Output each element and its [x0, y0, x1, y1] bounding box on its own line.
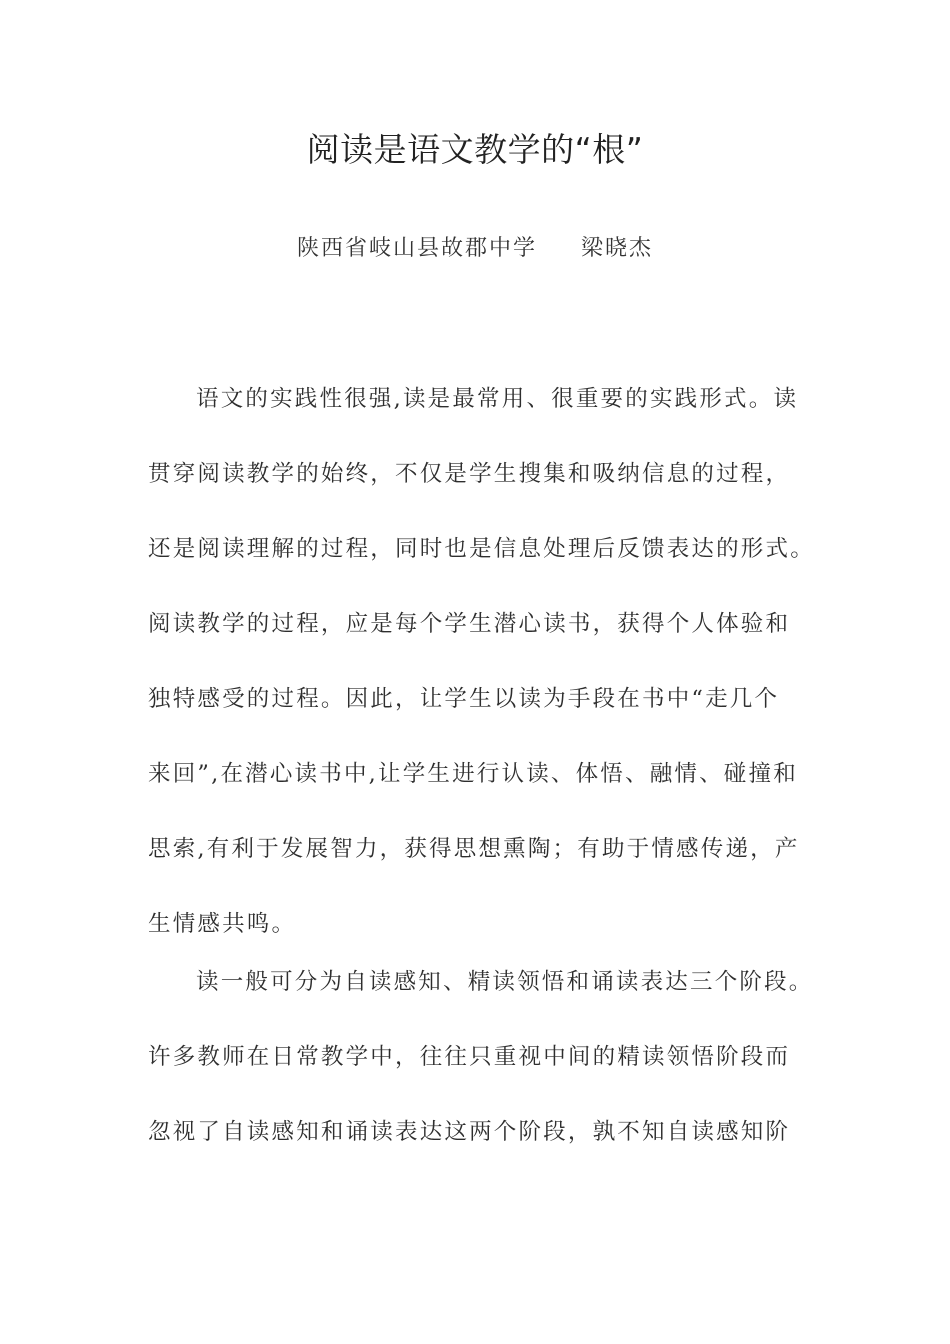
paragraph-line: 忽视了自读感知和诵读表达这两个阶段，孰不知自读感知阶 [148, 1119, 791, 1145]
byline [0, 232, 950, 266]
paragraph-line: 贯穿阅读教学的始终，不仅是学生搜集和吸纳信息的过程， [148, 461, 791, 487]
document-title: 阅读是语文教学的“根” [306, 130, 644, 169]
paragraph-line: 语文的实践性很强,读是最常用、很重要的实践形式。读 [196, 386, 799, 412]
school-name: 陕西省岐山县故郡中学 [296, 236, 537, 261]
paragraph-line: 许多教师在日常教学中，往往只重视中间的精读领悟阶段而 [148, 1044, 791, 1070]
paragraph-line: 还是阅读理解的过程，同时也是信息处理后反馈表达的形式。 [148, 536, 815, 562]
paragraph-line: 生情感共鸣。 [148, 911, 297, 937]
paragraph-line: 思索,有利于发展智力，获得思想熏陶；有助于情感传递，产 [148, 836, 800, 862]
paragraph-2 [148, 945, 820, 1170]
paragraph-line: 读一般可分为自读感知、精读领悟和诵读表达三个阶段。 [196, 969, 814, 995]
paragraph-line: 独特感受的过程。因此，让学生以读为手段在书中“走几个 [148, 686, 780, 712]
paragraph-1 [148, 362, 820, 962]
author-name: 梁晓杰 [581, 236, 654, 261]
paragraph-line: 阅读教学的过程，应是每个学生潜心读书，获得个人体验和 [148, 611, 791, 637]
paragraph-line: 来回”,在潜心读书中,让学生进行认读、体悟、融情、碰撞和 [148, 761, 798, 787]
